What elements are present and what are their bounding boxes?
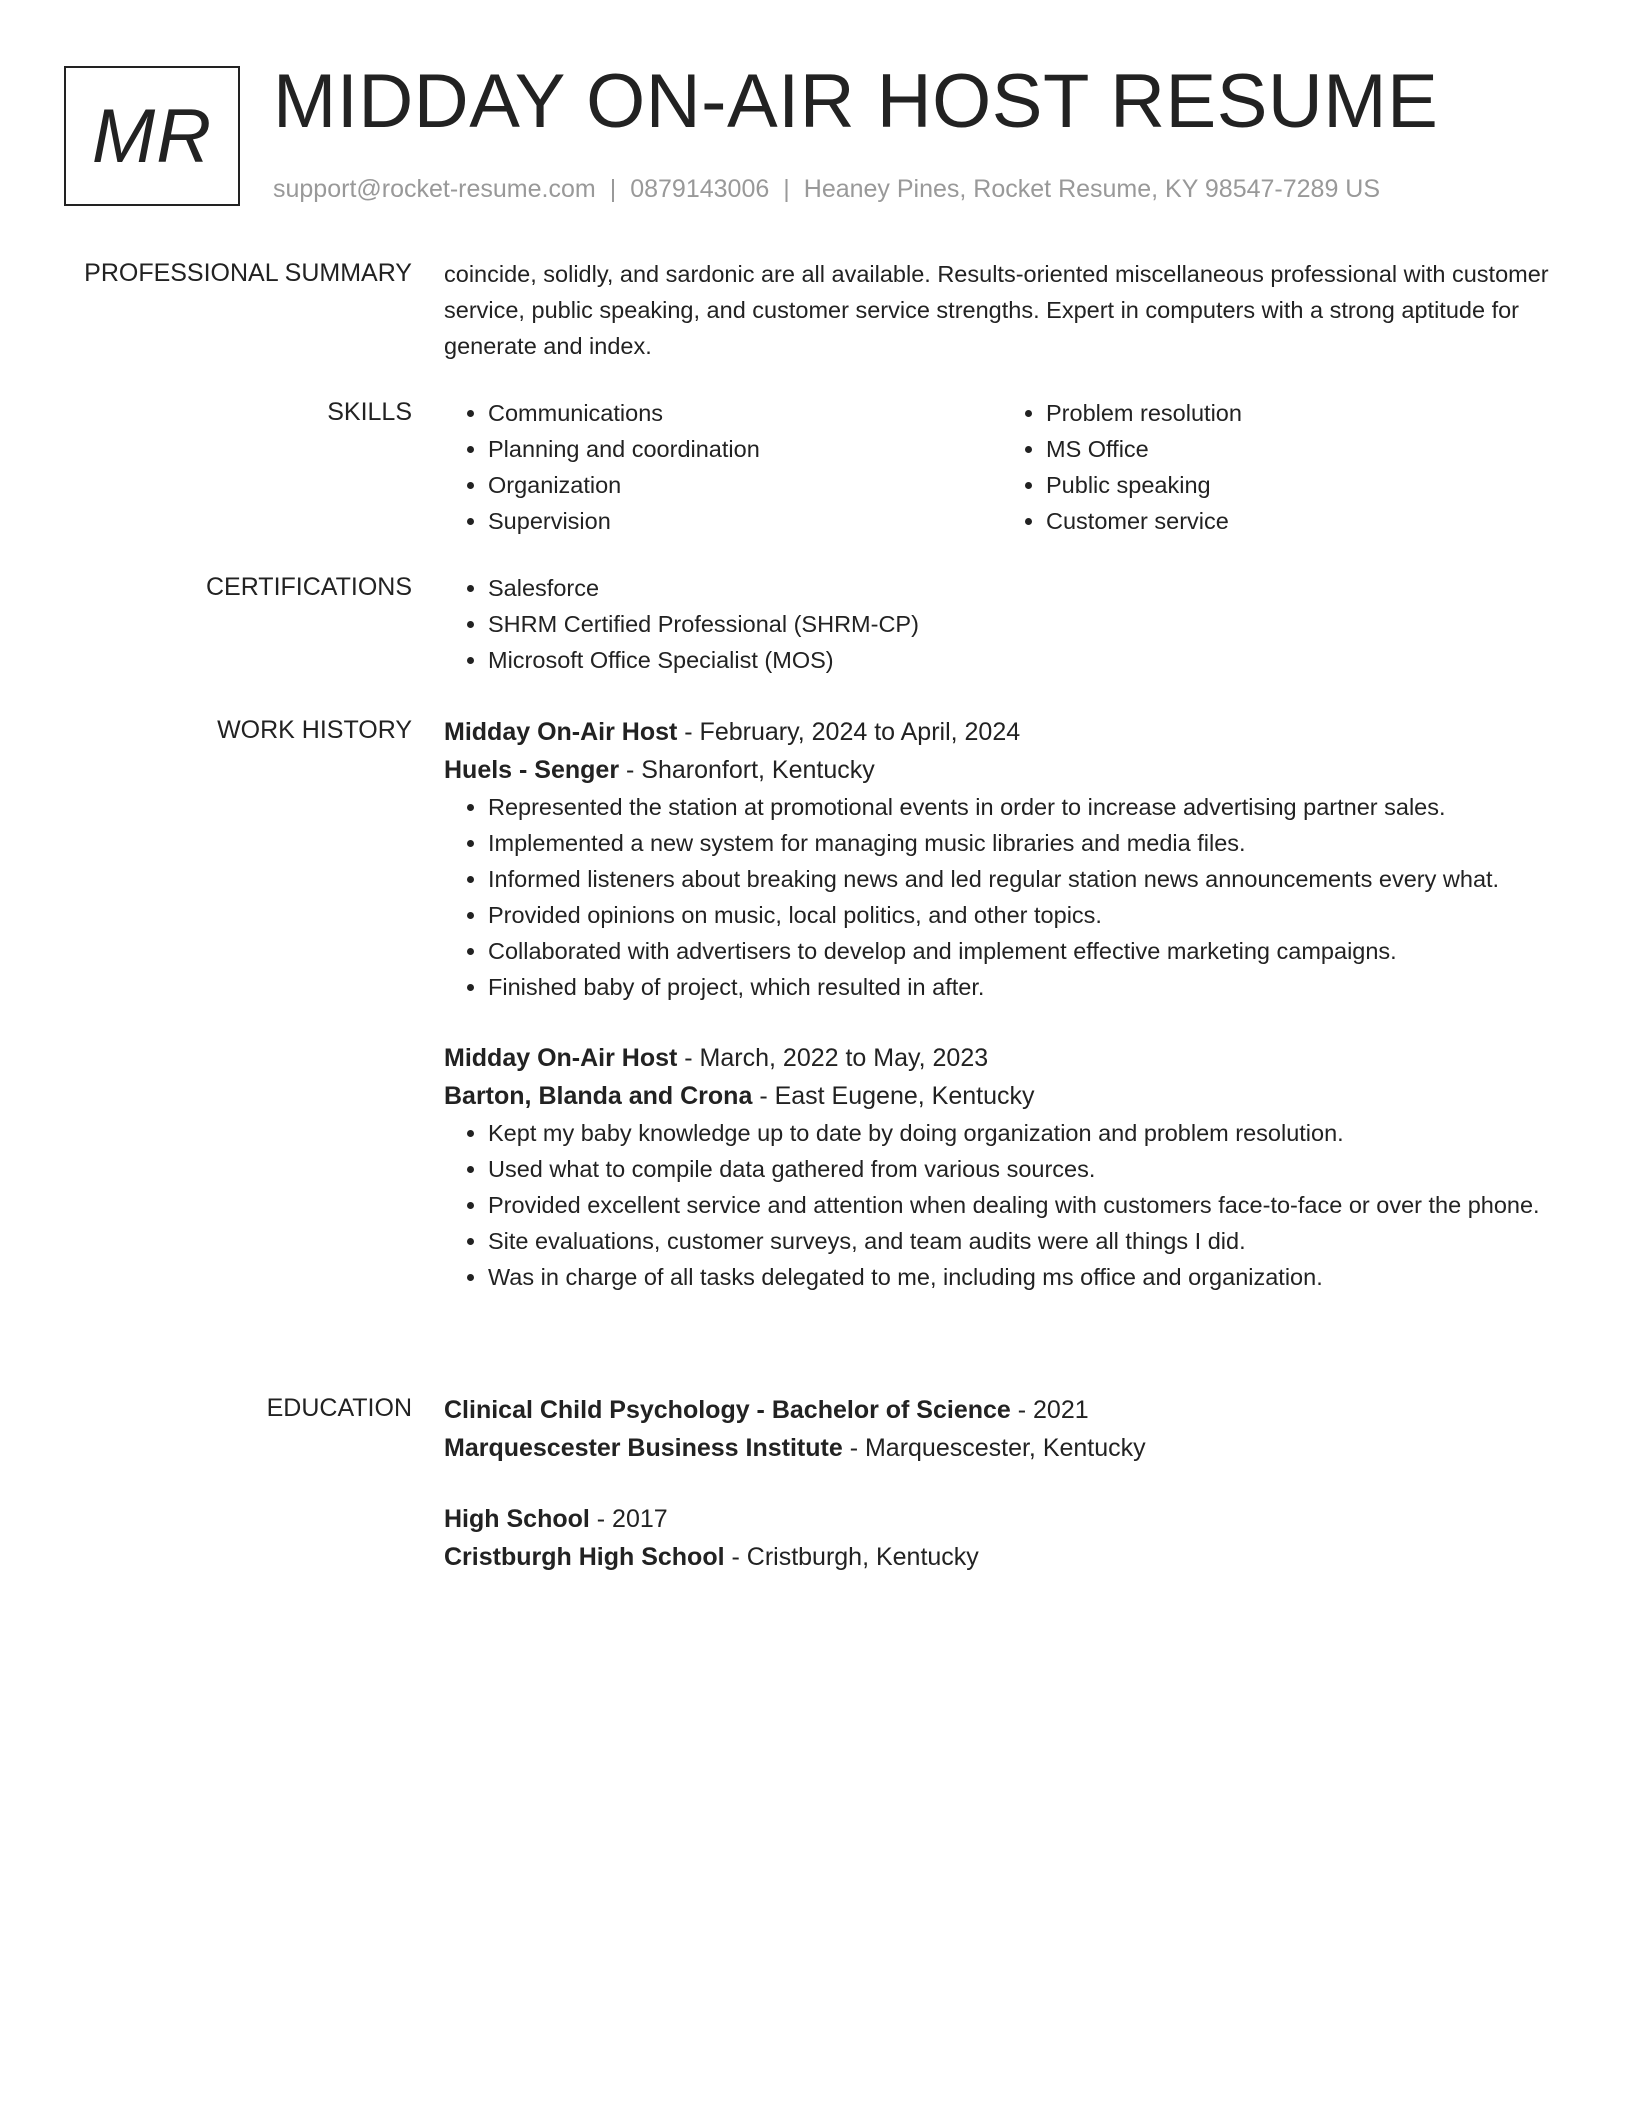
job-title-line: [444, 1039, 1560, 1077]
certifications-label: CERTIFICATIONS: [205, 573, 412, 601]
job-bullet: • Provided excellent service and attention when dealing with customers face-to-face or over the phone.: [488, 1187, 1560, 1223]
skill-item: • Problem resolution: [1046, 395, 1560, 431]
job-bullet: • Used what to compile data gathered from various sources.: [488, 1151, 1560, 1187]
skill-item: • Public speaking: [1046, 467, 1560, 503]
job-bullet: • Site evaluations, customer surveys, and team audits were all things I did.: [488, 1223, 1560, 1259]
education-location: - Cristburgh, Kentucky: [724, 1543, 979, 1571]
skills-list-left: [444, 395, 1002, 539]
job-bullet: • Finished baby of project, which resulted in after.: [488, 969, 1560, 1005]
job-company-line: [444, 1077, 1560, 1115]
skill-item: • Communications: [488, 395, 1002, 431]
education-entry: [444, 1391, 1560, 1467]
job-location: - Sharonfort, Kentucky: [619, 756, 875, 784]
job-bullet: • Provided opinions on music, local politics, and other topics.: [488, 897, 1560, 933]
contact-phone[interactable]: 0879143006: [630, 175, 770, 203]
education-degree: Clinical Child Psychology - Bachelor of Science: [444, 1396, 1011, 1424]
job-bullet: • Represented the station at promotional events in order to increase advertising partner sales.: [488, 789, 1560, 825]
contact-separator: |: [783, 175, 790, 203]
certification-item: • Salesforce: [488, 570, 1560, 606]
job-entry: [444, 1039, 1560, 1295]
job-bullets: [444, 1115, 1560, 1295]
skill-item: • MS Office: [1046, 431, 1560, 467]
education-school: Cristburgh High School: [444, 1543, 725, 1571]
job-bullet: • Was in charge of all tasks delegated to me, including ms office and organization.: [488, 1259, 1560, 1295]
skill-item: • Supervision: [488, 503, 1002, 539]
skill-item: • Planning and coordination: [488, 431, 1002, 467]
job-bullet: • Implemented a new system for managing music libraries and media files.: [488, 825, 1560, 861]
job-company-line: [444, 751, 1560, 789]
education-school-line: [444, 1538, 1560, 1576]
summary-label: PROFESSIONAL SUMMARY: [84, 259, 412, 287]
page-title: MIDDAY ON-AIR HOST RESUME: [273, 59, 1439, 144]
summary-text: coincide, solidly, and sardonic are all available. Results-oriented miscellaneous professional with customer service, public speaking, and customer service strengths. Expert in computers with a strong aptitude for generate and index.: [444, 261, 1549, 359]
job-entry: [444, 713, 1560, 1005]
certifications-list: [444, 570, 1560, 678]
job-company: Huels - Senger: [444, 756, 620, 784]
contact-email[interactable]: support@rocket-resume.com: [273, 175, 596, 203]
skills-list-right: [1002, 395, 1560, 539]
education-label: EDUCATION: [266, 1394, 412, 1422]
education-school-line: [444, 1429, 1560, 1467]
education-year: - 2021: [1010, 1396, 1089, 1424]
job-location: - East Eugene, Kentucky: [752, 1082, 1035, 1110]
certification-item: • Microsoft Office Specialist (MOS): [488, 642, 1560, 678]
monogram-logo: MR: [64, 66, 240, 206]
work-history-label: WORK HISTORY: [217, 716, 412, 744]
job-bullets: [444, 789, 1560, 1005]
education-entry: [444, 1500, 1560, 1576]
education-school: Marquescester Business Institute: [444, 1434, 843, 1462]
job-bullet: • Kept my baby knowledge up to date by doing organization and problem resolution.: [488, 1115, 1560, 1151]
skills-label: SKILLS: [327, 398, 412, 426]
job-title-line: [444, 713, 1560, 751]
education-degree-line: [444, 1500, 1560, 1538]
contact-separator: |: [609, 175, 617, 203]
contact-address: Heaney Pines, Rocket Resume, KY 98547-7289 US: [803, 175, 1381, 203]
skill-item: • Customer service: [1046, 503, 1560, 539]
job-title: Midday On-Air Host: [444, 1044, 678, 1072]
job-dates: - February, 2024 to April, 2024: [677, 718, 1021, 746]
certification-item: • SHRM Certified Professional (SHRM-CP): [488, 606, 1560, 642]
contact-line: [273, 172, 1380, 206]
job-title: Midday On-Air Host: [444, 718, 678, 746]
education-degree-line: [444, 1391, 1560, 1429]
education-degree: High School: [444, 1505, 590, 1533]
job-bullet: • Collaborated with advertisers to develop and implement effective marketing campaigns.: [488, 933, 1560, 969]
skill-item: • Organization: [488, 467, 1002, 503]
job-bullet: • Informed listeners about breaking news and led regular station news announcements every what.: [488, 861, 1560, 897]
education-year: - 2017: [589, 1505, 668, 1533]
job-dates: - March, 2022 to May, 2023: [677, 1044, 989, 1072]
job-company: Barton, Blanda and Crona: [444, 1082, 753, 1110]
education-location: - Marquescester, Kentucky: [842, 1434, 1146, 1462]
